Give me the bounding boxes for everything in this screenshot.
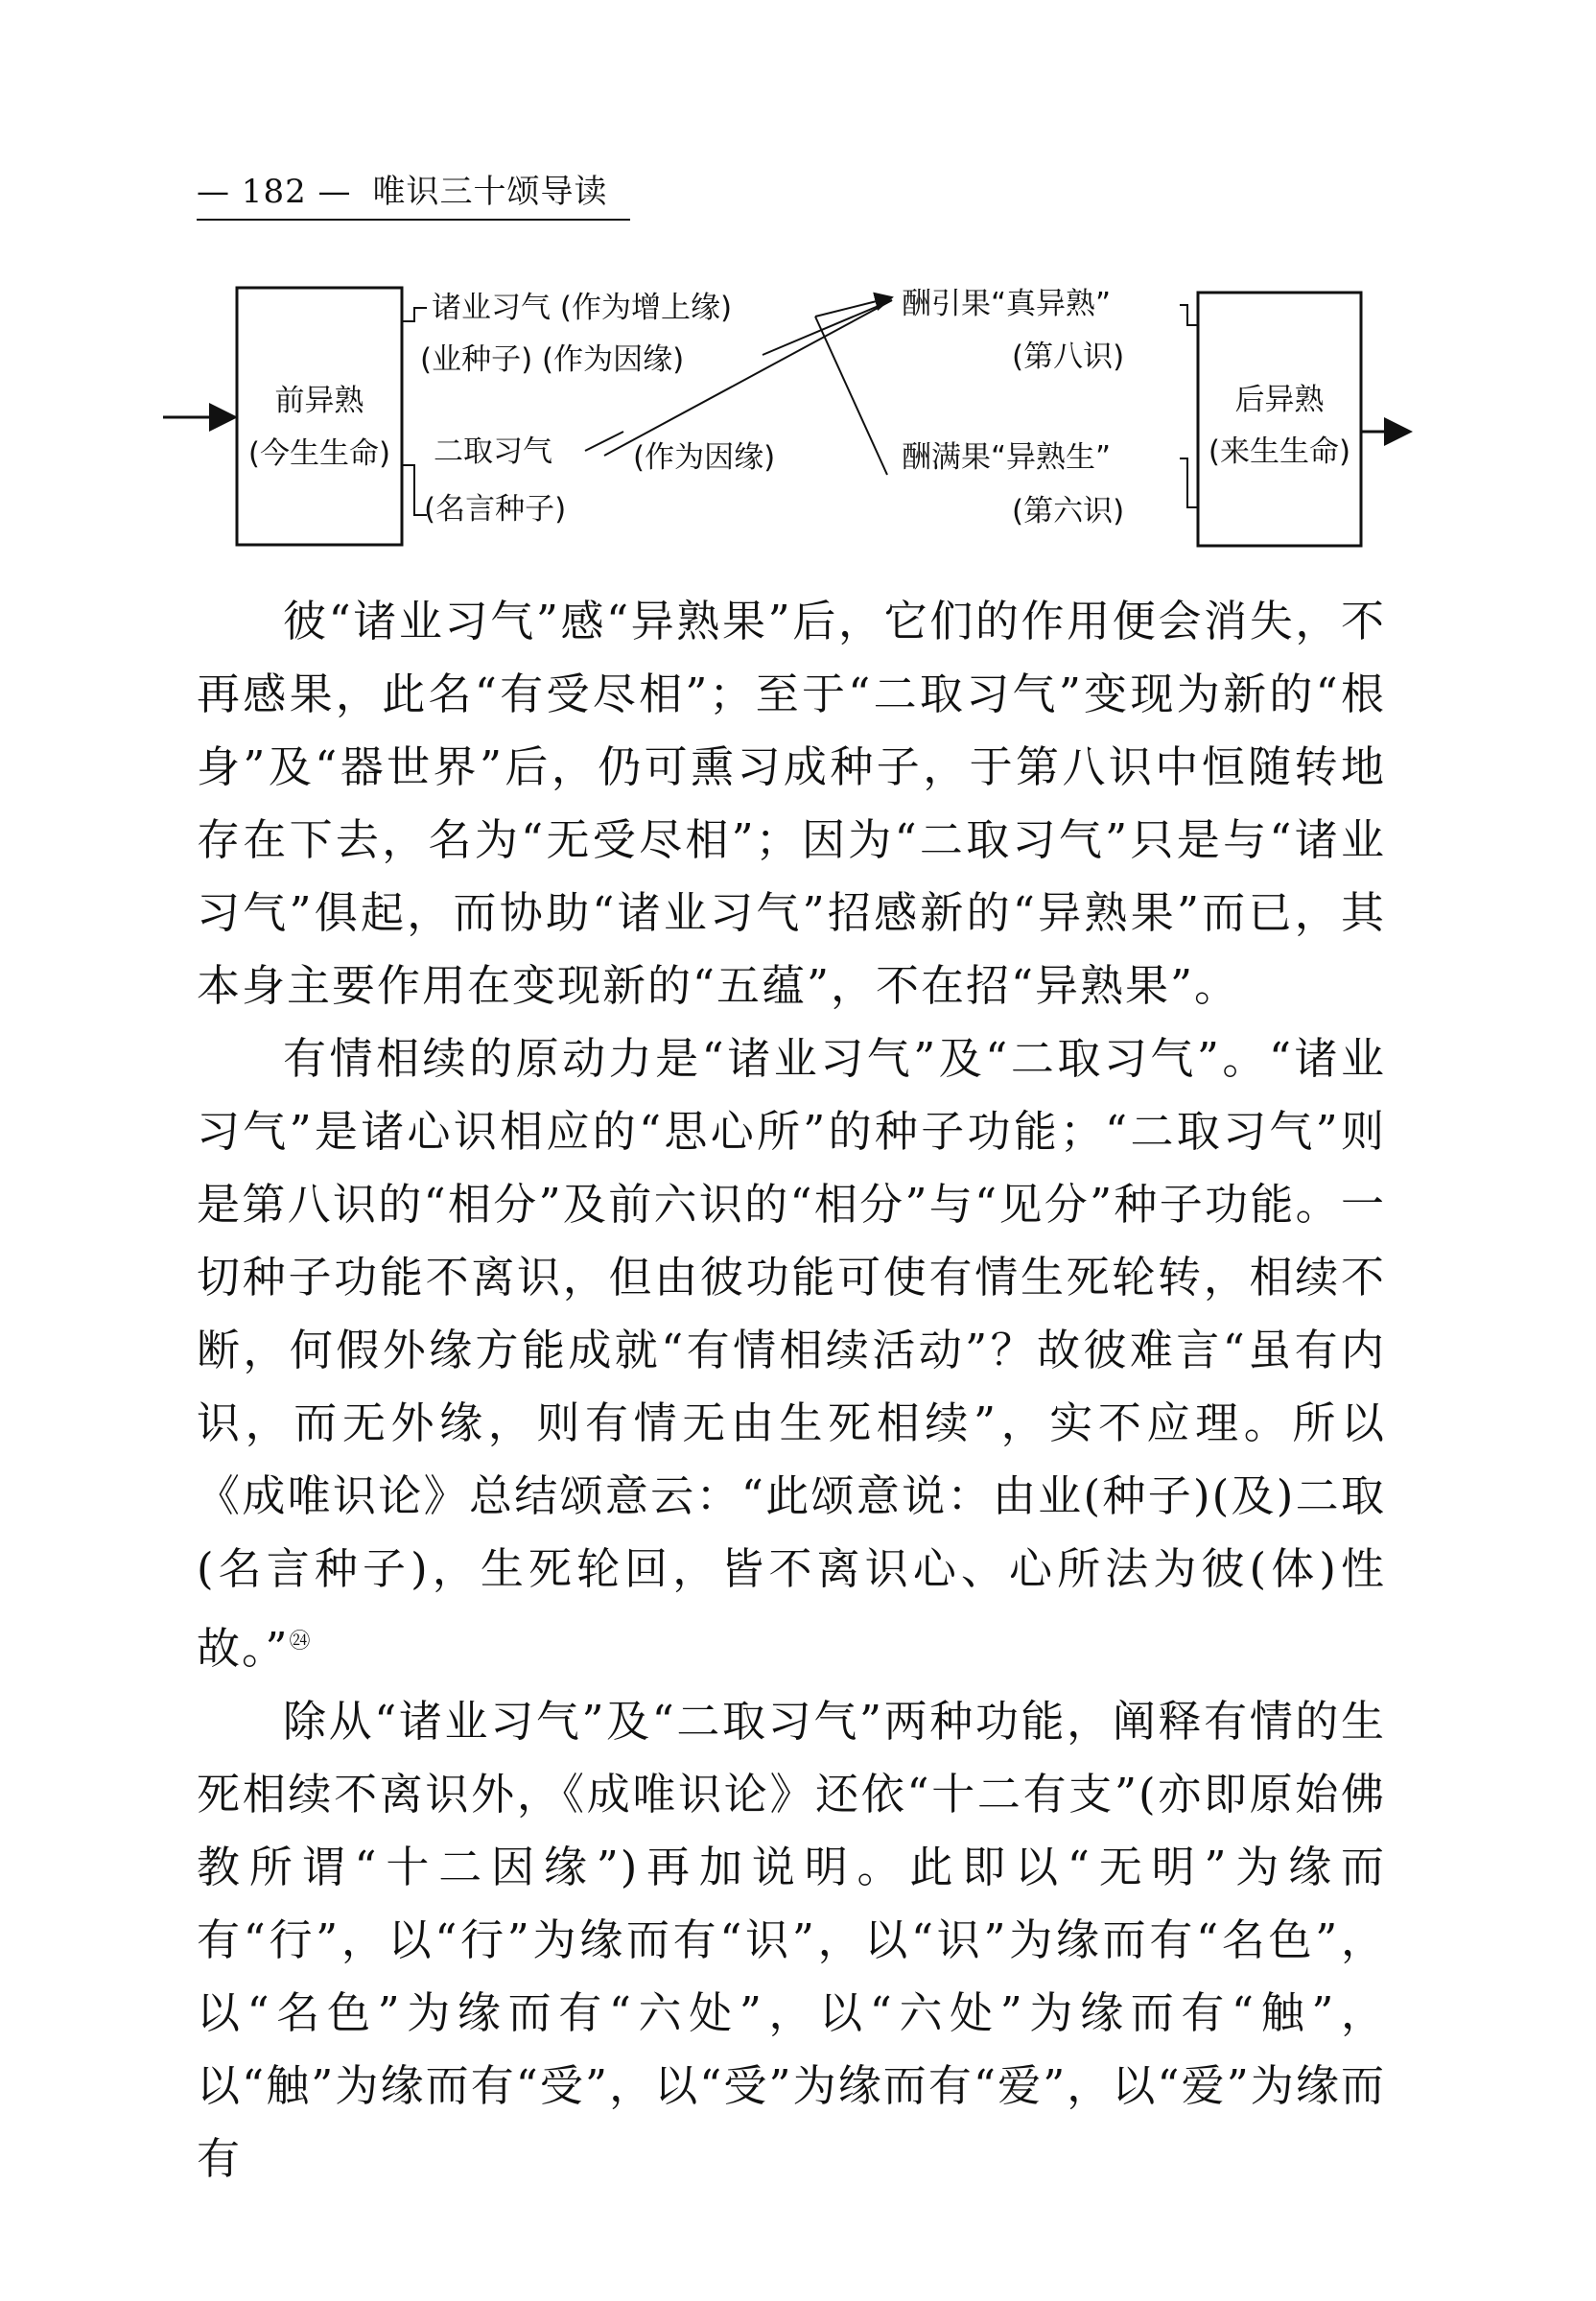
- left-box-subtitle: (今生生命): [247, 436, 391, 471]
- right-upper-bracket: [1180, 305, 1198, 325]
- page-number: — 182 —: [197, 173, 352, 211]
- page-header: [197, 171, 608, 213]
- paragraph-2-text: 有情相续的原动力是“诸业习气”及“二取习气”。“诸业习气”是诸心识相应的“思心所”的种子功能；“二取习气”则是第八识的“相分”及前六识的“相分”与“见分”种子功能。一切种子功能不离识，但由彼功能可使有情生死轮转，相续不断，何假外缘方能成就“有情相续活动”？故彼难言“虽有内识，而无外缘，则有情无由生死相续”，实不应理。所以《成唯识论》总结颂意云：“此颂意说：由业(种子)(及)二取(名言种子)，生死轮回，皆不离识心、心所法为彼(体)性故。”: [197, 1033, 1386, 1674]
- lower-condition-label: (作为因缘): [633, 440, 776, 475]
- right-box-title: 后异熟: [1234, 383, 1325, 417]
- paragraph-3: 除从“诸业习气”及“二取习气”两种功能，阐释有情的生死相续不离识外，《成唯识论》还依“十二有支”(亦即原始佛教所谓“十二因缘”)再加说明。此即以“无明”为缘而有“行”，以“行”为缘而有“识”，以“识”为缘而有“名色”，以“名色”为缘而有“六处”，以“六处”为缘而有“触”，以“触”为缘而有“受”，以“受”为缘而有“爱”，以“爱”为缘而有: [197, 1696, 1386, 2184]
- karma-seeds-diagram: [163, 273, 1420, 561]
- body-text: [197, 585, 1386, 2195]
- header-rule: [197, 219, 630, 221]
- right-box: [1198, 293, 1361, 546]
- lower-source-line1: 二取习气: [434, 434, 552, 469]
- upper-result-line1: 酬引果“真异熟”: [902, 287, 1112, 321]
- lower-source-line2: (名言种子): [424, 492, 567, 527]
- upper-bracket: [402, 308, 427, 321]
- paragraph-2: [197, 1022, 1386, 1685]
- upper-to-lower-line: [815, 317, 887, 475]
- lower-result-line2: (第六识): [1012, 494, 1125, 528]
- paragraph-1: 彼“诸业习气”感“异熟果”后，它们的作用便会消失，不再感果，此名“有受尽相”；至于“二取习气”变现为新的“根身”及“器世界”后，仍可熏习成种子，于第八识中恒随转地存在下去，名为“无受尽相”；因为“二取习气”只是与“诸业习气”俱起，而协助“诸业习气”招感新的“异熟果”而已，其本身主要作用在变现新的“五蕴”，不在招“异熟果”。: [197, 596, 1386, 1011]
- footnote-marker: ㉔: [289, 1630, 313, 1654]
- right-box-subtitle: (来生生命): [1208, 434, 1351, 469]
- lower-result-line1: 酬满果“异熟生”: [902, 440, 1112, 475]
- left-box-title: 前异熟: [274, 384, 364, 418]
- book-title: 唯识三十颂导读: [372, 173, 608, 211]
- upper-result-line2: (第八识): [1012, 340, 1125, 374]
- seed-to-upper-line: [763, 300, 892, 355]
- upper-source-line2: (业种子) (作为因缘): [420, 342, 685, 377]
- diagram-svg: [163, 273, 1420, 561]
- upper-source-line1: 诸业习气 (作为增上缘): [432, 291, 733, 325]
- right-lower-bracket: [1180, 458, 1198, 507]
